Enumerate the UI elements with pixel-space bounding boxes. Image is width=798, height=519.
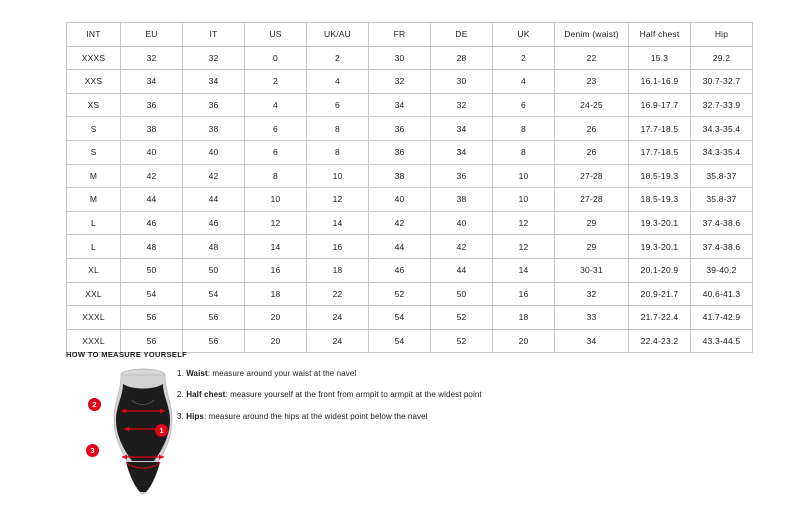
cell: 8 xyxy=(245,164,307,188)
cell: 34 xyxy=(431,117,493,141)
cell: 44 xyxy=(431,258,493,282)
cell: 8 xyxy=(307,140,369,164)
cell: 27-28 xyxy=(555,164,629,188)
table-row xyxy=(67,70,753,94)
cell: 6 xyxy=(245,140,307,164)
cell: 32 xyxy=(555,282,629,306)
cell: 41.7-42.9 xyxy=(691,306,753,330)
column-header: EU xyxy=(121,23,183,47)
column-header: US xyxy=(245,23,307,47)
cell: 37.4-38.6 xyxy=(691,211,753,235)
cell: 24 xyxy=(307,306,369,330)
size-conversion-table xyxy=(66,22,753,353)
cell: L xyxy=(67,235,121,259)
column-header: UK xyxy=(493,23,555,47)
cell: 30-31 xyxy=(555,258,629,282)
step-number: 3. xyxy=(177,411,184,421)
measure-step-waist xyxy=(177,370,597,379)
cell: 30.7-32.7 xyxy=(691,70,753,94)
cell: 44 xyxy=(369,235,431,259)
cell: 10 xyxy=(307,164,369,188)
step-keyword: Half chest xyxy=(186,390,226,400)
cell: 46 xyxy=(121,211,183,235)
cell: 26 xyxy=(555,140,629,164)
cell: 36 xyxy=(431,164,493,188)
column-header: IT xyxy=(183,23,245,47)
column-header: FR xyxy=(369,23,431,47)
cell: 26 xyxy=(555,117,629,141)
cell: 12 xyxy=(245,211,307,235)
cell: 16.1-16.9 xyxy=(629,70,691,94)
cell: 38 xyxy=(431,188,493,212)
step-number: 2. xyxy=(177,390,184,400)
cell: 16 xyxy=(307,235,369,259)
cell: 52 xyxy=(431,329,493,353)
cell: 48 xyxy=(121,235,183,259)
cell: 6 xyxy=(245,117,307,141)
cell: 54 xyxy=(121,282,183,306)
cell: 18 xyxy=(307,258,369,282)
column-header: UK/AU xyxy=(307,23,369,47)
cell: 15.3 xyxy=(629,46,691,70)
cell: 2 xyxy=(493,46,555,70)
cell: 38 xyxy=(369,164,431,188)
cell: 14 xyxy=(245,235,307,259)
cell: 14 xyxy=(493,258,555,282)
cell: 40 xyxy=(183,140,245,164)
table-row xyxy=(67,93,753,117)
cell: 14 xyxy=(307,211,369,235)
cell: 16 xyxy=(245,258,307,282)
cell: 37.4-38.6 xyxy=(691,235,753,259)
cell: 34 xyxy=(431,140,493,164)
cell: 34 xyxy=(369,93,431,117)
how-to-measure-title: HOW TO MEASURE YOURSELF xyxy=(66,350,188,359)
cell: 12 xyxy=(307,188,369,212)
step-keyword: Hips xyxy=(186,411,204,421)
cell: 56 xyxy=(183,329,245,353)
cell: 52 xyxy=(369,282,431,306)
cell: 18.5-19.3 xyxy=(629,188,691,212)
table-row xyxy=(67,46,753,70)
cell: 23 xyxy=(555,70,629,94)
cell: 32 xyxy=(121,46,183,70)
step-text: : measure yourself at the front from armpit to armpit at the widest point xyxy=(225,390,482,400)
cell: 24 xyxy=(307,329,369,353)
table-header-row xyxy=(67,23,753,47)
step-text: : measure around your waist at the navel xyxy=(207,369,357,378)
cell: 40 xyxy=(369,188,431,212)
cell: 16 xyxy=(493,282,555,306)
column-header: INT xyxy=(67,23,121,47)
cell: 20 xyxy=(493,329,555,353)
cell: 34.3-35.4 xyxy=(691,117,753,141)
cell: 8 xyxy=(493,117,555,141)
cell: 30 xyxy=(431,70,493,94)
cell: 10 xyxy=(245,188,307,212)
table-row xyxy=(67,235,753,259)
cell: S xyxy=(67,117,121,141)
cell: 50 xyxy=(183,258,245,282)
cell: 44 xyxy=(121,188,183,212)
cell: 2 xyxy=(307,46,369,70)
cell: 40 xyxy=(121,140,183,164)
cell: 10 xyxy=(493,164,555,188)
cell: 34 xyxy=(183,70,245,94)
cell: 6 xyxy=(493,93,555,117)
cell: 22 xyxy=(555,46,629,70)
table-row xyxy=(67,211,753,235)
cell: L xyxy=(67,211,121,235)
cell: 56 xyxy=(183,306,245,330)
column-header: Hip xyxy=(691,23,753,47)
step-number: 1. xyxy=(177,369,184,378)
cell: 17.7-18.5 xyxy=(629,140,691,164)
cell: 34.3-35.4 xyxy=(691,140,753,164)
column-header: Half chest xyxy=(629,23,691,47)
cell: 35.8-37 xyxy=(691,188,753,212)
cell: 39-40.2 xyxy=(691,258,753,282)
cell: XXL xyxy=(67,282,121,306)
cell: S xyxy=(67,140,121,164)
cell: 20.1-20.9 xyxy=(629,258,691,282)
cell: 36 xyxy=(121,93,183,117)
cell: XXXS xyxy=(67,46,121,70)
cell: 36 xyxy=(369,117,431,141)
step-text: : measure around the hips at the widest point below the navel xyxy=(203,411,428,421)
cell: 46 xyxy=(369,258,431,282)
cell: 19.3-20.1 xyxy=(629,235,691,259)
figure-badge-waist: 1 xyxy=(155,424,168,437)
cell: 44 xyxy=(183,188,245,212)
table-row xyxy=(67,164,753,188)
cell: 38 xyxy=(121,117,183,141)
table-row xyxy=(67,140,753,164)
cell: 28 xyxy=(431,46,493,70)
size-table-container xyxy=(66,22,741,353)
cell: 8 xyxy=(307,117,369,141)
cell: 34 xyxy=(555,329,629,353)
cell: 35.8-37 xyxy=(691,164,753,188)
table-row xyxy=(67,117,753,141)
measure-step-hips xyxy=(177,413,597,422)
cell: 46 xyxy=(183,211,245,235)
cell: 54 xyxy=(369,329,431,353)
column-header: DE xyxy=(431,23,493,47)
cell: 8 xyxy=(493,140,555,164)
cell: 18 xyxy=(493,306,555,330)
cell: XXXL xyxy=(67,306,121,330)
cell: 20 xyxy=(245,329,307,353)
cell: 12 xyxy=(493,235,555,259)
cell: M xyxy=(67,188,121,212)
step-keyword: Waist xyxy=(186,369,208,378)
cell: 32.7-33.9 xyxy=(691,93,753,117)
cell: 32 xyxy=(183,46,245,70)
cell: 32 xyxy=(431,93,493,117)
cell: 43.3-44.5 xyxy=(691,329,753,353)
cell: 18 xyxy=(245,282,307,306)
cell: 50 xyxy=(431,282,493,306)
cell: 29 xyxy=(555,235,629,259)
cell: 4 xyxy=(493,70,555,94)
table-row xyxy=(67,306,753,330)
cell: 36 xyxy=(369,140,431,164)
cell: XL xyxy=(67,258,121,282)
cell: 33 xyxy=(555,306,629,330)
figure-badge-half-chest: 2 xyxy=(88,398,101,411)
cell: 22.4-23.2 xyxy=(629,329,691,353)
cell: 36 xyxy=(183,93,245,117)
cell: 32 xyxy=(369,70,431,94)
cell: 56 xyxy=(121,329,183,353)
cell: 56 xyxy=(121,306,183,330)
table-row xyxy=(67,188,753,212)
measure-step-half-chest xyxy=(177,391,597,400)
cell: 22 xyxy=(307,282,369,306)
cell: 54 xyxy=(369,306,431,330)
cell: XXS xyxy=(67,70,121,94)
cell: 21.7-22.4 xyxy=(629,306,691,330)
table-row xyxy=(67,282,753,306)
cell: 42 xyxy=(369,211,431,235)
cell: 30 xyxy=(369,46,431,70)
cell: 4 xyxy=(307,70,369,94)
cell: XXXL xyxy=(67,329,121,353)
cell: 24-25 xyxy=(555,93,629,117)
cell: 6 xyxy=(307,93,369,117)
cell: 40 xyxy=(431,211,493,235)
cell: 16.9-17.7 xyxy=(629,93,691,117)
cell: M xyxy=(67,164,121,188)
column-header: Denim (waist) xyxy=(555,23,629,47)
cell: 34 xyxy=(121,70,183,94)
cell: 20.9-21.7 xyxy=(629,282,691,306)
cell: 2 xyxy=(245,70,307,94)
cell: 38 xyxy=(183,117,245,141)
cell: 29.2 xyxy=(691,46,753,70)
cell: 4 xyxy=(245,93,307,117)
cell: 52 xyxy=(431,306,493,330)
cell: 42 xyxy=(121,164,183,188)
cell: 20 xyxy=(245,306,307,330)
cell: 42 xyxy=(431,235,493,259)
cell: 40.6-41.3 xyxy=(691,282,753,306)
cell: 48 xyxy=(183,235,245,259)
figure-badge-hips: 3 xyxy=(86,444,99,457)
cell: 27-28 xyxy=(555,188,629,212)
cell: 42 xyxy=(183,164,245,188)
cell: 17.7-18.5 xyxy=(629,117,691,141)
table-row xyxy=(67,258,753,282)
cell: 50 xyxy=(121,258,183,282)
cell: 0 xyxy=(245,46,307,70)
cell: XS xyxy=(67,93,121,117)
cell: 10 xyxy=(493,188,555,212)
cell: 29 xyxy=(555,211,629,235)
cell: 12 xyxy=(493,211,555,235)
cell: 54 xyxy=(183,282,245,306)
measure-steps xyxy=(177,370,597,434)
cell: 19.3-20.1 xyxy=(629,211,691,235)
cell: 18.5-19.3 xyxy=(629,164,691,188)
